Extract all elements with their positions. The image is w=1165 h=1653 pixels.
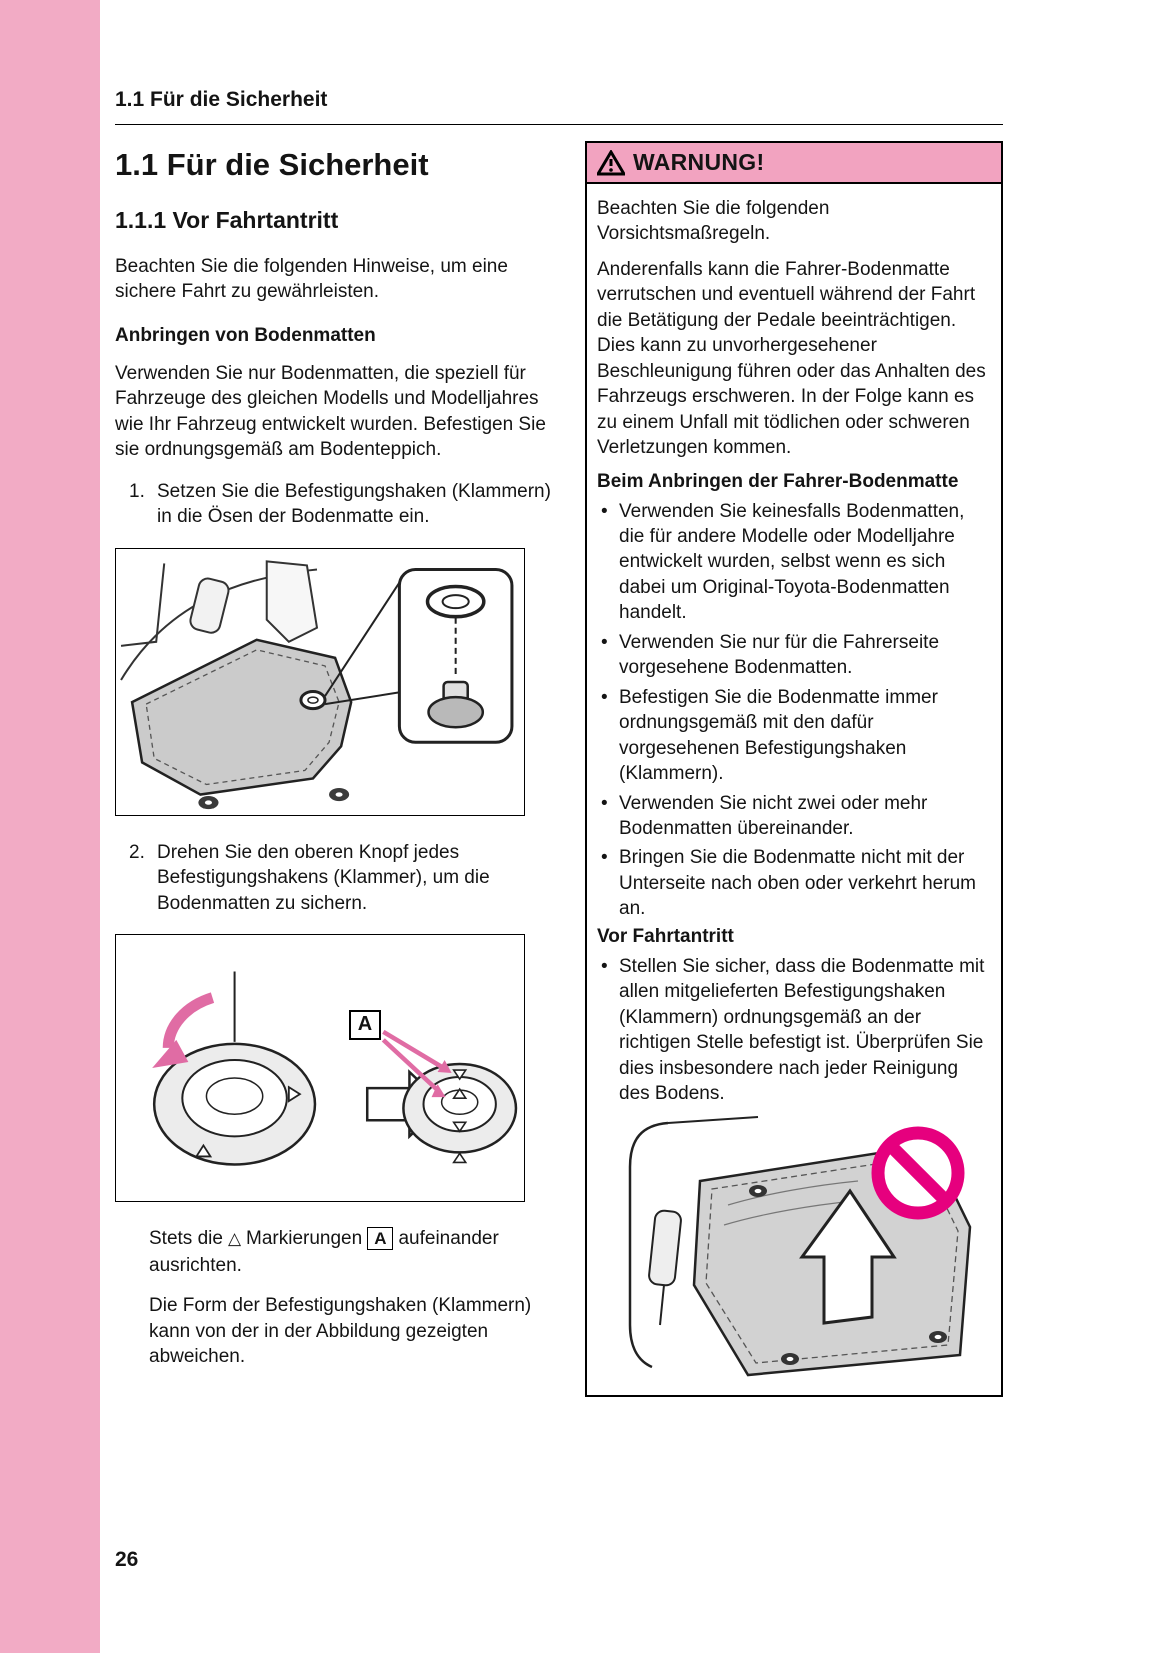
page-content bbox=[115, 88, 1003, 1397]
bullet-text: Verwenden Sie nur für die Fahrerseite vorgesehene Bodenmatten. bbox=[619, 631, 940, 679]
warning-bullet bbox=[597, 685, 991, 787]
warning-triangle-icon bbox=[597, 150, 625, 176]
bullet-marker: • bbox=[601, 631, 608, 653]
bullet-marker: • bbox=[601, 847, 608, 869]
bullet-marker: • bbox=[601, 792, 608, 814]
warning-subheading-1: Beim Anbringen der Fahrer-Bodenmatte bbox=[597, 470, 959, 492]
step-1-number: 1. bbox=[129, 480, 145, 502]
knob-turning-illustration bbox=[116, 935, 524, 1201]
step-1-text: Setzen Sie die Befestigungshaken (Klammern) in die Ösen der Bodenmatte ein. bbox=[157, 480, 551, 528]
label-a-inline: A bbox=[367, 1227, 393, 1250]
page-number: 26 bbox=[115, 1548, 139, 1571]
warning-bullet bbox=[597, 954, 991, 1107]
bullet-text: Verwenden Sie nicht zwei oder mehr Bodenmatten übereinander. bbox=[619, 792, 928, 839]
warning-bullet bbox=[597, 499, 991, 626]
bullet-text: Stellen Sie sicher, dass die Bodenmatte mit allen mitgelieferten Befestigungshaken (Klammern) ordnungsgemäß an der richtigen Stelle befestigt ist. Überprüfen Sie dies insbesondere nach jeder Reinigung des Bodens. bbox=[619, 955, 985, 1105]
section-subtitle: 1.1.1 Vor Fahrtantritt bbox=[115, 207, 339, 233]
caption-align-marks bbox=[149, 1226, 549, 1279]
step-2-text: Drehen Sie den oberen Knopf jedes Befestigungshakens (Klammer), um die Bodenmatten zu sichern. bbox=[157, 841, 490, 914]
bullet-text: Befestigen Sie die Bodenmatte immer ordnungsgemäß mit den dafür vorgesehenen Befestigungshaken (Klammern). bbox=[619, 686, 938, 785]
subheading-floor-mats: Anbringen von Bodenmatten bbox=[115, 324, 376, 346]
warning-header bbox=[587, 143, 1001, 184]
page-title: 1.1 Für die Sicherheit bbox=[115, 147, 429, 182]
right-column bbox=[585, 141, 1003, 1397]
warning-bullet bbox=[597, 845, 991, 921]
bullet-marker: • bbox=[601, 500, 608, 522]
figure-floor-mat-hooks bbox=[115, 548, 525, 816]
section-paragraph: Verwenden Sie nur Bodenmatten, die speziell für Fahrzeuge des gleichen Modells und Modelljahres wie Ihr Fahrzeug entwickelt wurden. Befestigen Sie sie ordnungsgemäß am Bodenteppich. bbox=[115, 362, 546, 461]
left-column bbox=[115, 141, 555, 1370]
bullet-text: Verwenden Sie keinesfalls Bodenmatten, die für andere Modelle oder Modelljahre entwickelt wurden, selbst wenn es sich dabei um Original-Toyota-Bodenmatten handelt. bbox=[619, 500, 965, 624]
warning-paragraph-1: Beachten Sie die folgenden Vorsichtsmaßregeln. bbox=[597, 198, 830, 245]
warning-paragraph-2: Anderenfalls kann die Fahrer-Bodenmatte verrutschen und eventuell während der Fahrt die Betätigung der Pedale beeinträchtigen. Dies kann zu unvorhergesehener Beschleunigung führen oder das Anhalten des Fahrzeugs erschweren. In der Folge kann es zu einem Unfall mit tödlichen oder schweren Verletzungen kommen. bbox=[597, 258, 986, 459]
caption-post: aufeinander ausrichten. bbox=[149, 1227, 499, 1276]
figure-knob-turning bbox=[115, 934, 525, 1202]
warning-title: WARNUNG! bbox=[633, 149, 765, 175]
intro-paragraph: Beachten Sie die folgenden Hinweise, um eine sichere Fahrt zu gewährleisten. bbox=[115, 256, 508, 303]
bullet-marker: • bbox=[601, 686, 608, 708]
step-2-number: 2. bbox=[129, 841, 145, 863]
bullet-marker: • bbox=[601, 955, 608, 977]
warning-box bbox=[585, 141, 1003, 1397]
warning-body bbox=[587, 184, 1001, 1395]
step-1 bbox=[115, 479, 555, 530]
prohibited-mat-illustration bbox=[608, 1115, 980, 1381]
caption-mid: Markierungen bbox=[246, 1227, 363, 1249]
note-hook-shape: Die Form der Befestigungshaken (Klammern) kann von der in der Abbildung gezeigten abweichen. bbox=[149, 1295, 532, 1368]
running-header: 1.1 Für die Sicherheit bbox=[115, 88, 1003, 125]
label-a-box: A bbox=[349, 1010, 381, 1040]
warning-bullet bbox=[597, 791, 991, 842]
caption-pre: Stets die bbox=[149, 1227, 223, 1249]
step-2 bbox=[115, 840, 555, 916]
triangle-mark-icon: △ bbox=[227, 1228, 242, 1248]
warning-subheading-2: Vor Fahrtantritt bbox=[597, 925, 734, 947]
warning-bullet bbox=[597, 630, 991, 681]
bullet-text: Bringen Sie die Bodenmatte nicht mit der Unterseite nach oben oder verkehrt herum an. bbox=[619, 847, 976, 920]
figure-prohibited-mat bbox=[608, 1115, 980, 1381]
floor-mat-hooks-illustration bbox=[116, 549, 524, 815]
page-edge-stripe bbox=[0, 0, 100, 1653]
